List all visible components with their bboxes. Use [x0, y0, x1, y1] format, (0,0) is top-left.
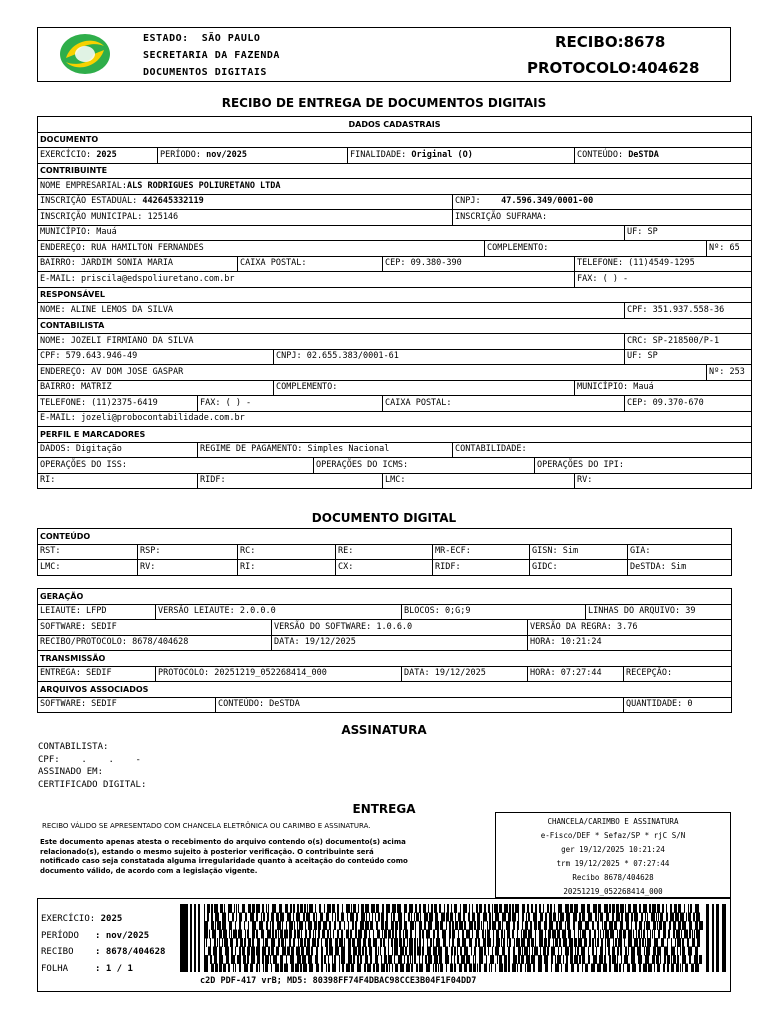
arquivo-conteudo: CONTEÚDO: DeSTDA: [216, 697, 624, 713]
section-transmissao: TRANSMISSÃO: [38, 651, 732, 667]
contabilista-complemento: COMPLEMENTO:: [274, 380, 575, 396]
complemento: COMPLEMENTO:: [485, 241, 707, 257]
operacoes-icms: OPERAÇÕES DO ICMS:: [314, 458, 535, 474]
protocolo-transmissao: PROTOCOLO: 20251219_052268414_000: [156, 666, 402, 682]
contabilista-cpf: CPF: 579.643.946-49: [38, 349, 274, 365]
protocolo-number: PROTOCOLO:404628: [527, 59, 700, 77]
barcode-caption: c2D PDF-417 vrB; MD5: 80398FF74F4DBAC98CCE3B04F1F04DD7: [200, 976, 477, 986]
operacoes-iss: OPERAÇÕES DO ISS:: [38, 458, 314, 474]
recibo-protocolo: RECIBO/PROTOCOLO: 8678/404628: [38, 635, 272, 651]
ridf-digital: RIDF:: [433, 560, 530, 576]
email: E-MAIL: priscila@edspoliuretano.com.br: [38, 272, 575, 288]
arquivo-software: SOFTWARE: SEDIF: [38, 697, 216, 713]
responsavel-nome: NOME: ALINE LEMOS DA SILVA: [38, 303, 625, 319]
contabilista-cep: CEP: 09.370-670: [625, 396, 752, 412]
recibo-number: RECIBO:8678: [555, 33, 666, 51]
documentos-text: DOCUMENTOS DIGITAIS: [143, 67, 267, 78]
finalidade-cell: FINALIDADE: Original (O): [348, 148, 575, 164]
ri: RI:: [38, 473, 198, 489]
pdf417-barcode: [180, 904, 726, 972]
contabilista-cnpj: CNPJ: 02.655.383/0001-61: [274, 349, 625, 365]
entrega: ENTREGA: SEDIF: [38, 666, 156, 682]
bairro: BAIRRO: JARDIM SONIA MARIA: [38, 256, 238, 272]
contabilista-telefone: TELEFONE: (11)2375-6419: [38, 396, 198, 412]
perfil-dados: DADOS: Digitação: [38, 442, 198, 458]
section-documento: DOCUMENTO: [38, 132, 752, 148]
assinatura-certificado: CERTIFICADO DIGITAL:: [38, 779, 147, 790]
conteudo-cell: CONTEÚDO: DeSTDA: [575, 148, 752, 164]
uf: UF: SP: [625, 225, 752, 241]
contabilista-municipio: MUNICÍPIO: Mauá: [575, 380, 752, 396]
section-arquivos: ARQUIVOS ASSOCIADOS: [38, 682, 732, 698]
destda: DeSTDA: Sim: [628, 560, 732, 576]
section-geracao: GERAÇÃO: [38, 589, 732, 605]
contabilista-endereco: ENDEREÇO: AV DOM JOSE GASPAR: [38, 365, 707, 381]
contabilista-nome: NOME: JOZELI FIRMIANO DA SILVA: [38, 334, 625, 350]
assinatura-cpf: CPF: . . -: [38, 754, 141, 765]
versao-software: VERSÃO DO SOFTWARE: 1.0.6.0: [272, 620, 528, 636]
inscricao-estadual: INSCRIÇÃO ESTADUAL: 442645332119: [38, 194, 453, 210]
dados-cadastrais-table: [37, 116, 752, 489]
cep: CEP: 09.380-390: [383, 256, 575, 272]
gia: GIA:: [628, 544, 732, 560]
versao-regra: VERSÃO DA REGRA: 3.76: [528, 620, 732, 636]
ridf: RIDF:: [198, 473, 383, 489]
rst: RST:: [38, 544, 138, 560]
numero: Nº: 65: [707, 241, 752, 257]
lmc-digital: LMC:: [38, 560, 138, 576]
telefone: TELEFONE: (11)4549-1295: [575, 256, 752, 272]
page-title: RECIBO DE ENTREGA DE DOCUMENTOS DIGITAIS: [221, 96, 547, 110]
assinatura-block: [38, 741, 146, 791]
section-conteudo: CONTEÚDO: [38, 529, 732, 545]
municipio: MUNICÍPIO: Mauá: [38, 225, 625, 241]
assinatura-title: ASSINATURA: [341, 723, 427, 737]
exercicio-cell: EXERCÍCIO: 2025: [38, 148, 158, 164]
header-info: [143, 30, 280, 81]
rv-digital: RV:: [138, 560, 238, 576]
contabilista-email: E-MAIL: jozeli@probocontabilidade.com.br: [38, 411, 752, 427]
lmc: LMC:: [383, 473, 575, 489]
chancela-text: CHANCELA/CARIMBO E ASSINATURA e-Fisco/DEF * Sefaz/SP * rjC S/N ger 19/12/2025 10:21:24 trm 19/12/2025 * 07:27:44 Recibo 8678/404628 20251219_052268414_000: [540, 817, 686, 896]
versao-leiaute: VERSÃO LEIAUTE: 2.0.0.0: [156, 604, 402, 620]
leiaute: LEIAUTE: LFPD: [38, 604, 156, 620]
recepcao: RECEPÇÃO:: [624, 666, 732, 682]
data-geracao: DATA: 19/12/2025: [272, 635, 528, 651]
section-contabilista: CONTABILISTA: [38, 318, 752, 334]
gisn: GISN: Sim: [530, 544, 628, 560]
cx: CX:: [336, 560, 433, 576]
ri-digital: RI:: [238, 560, 336, 576]
secretaria-text: SECRETARIA DA FAZENDA: [143, 50, 280, 61]
periodo-cell: PERÍODO: nov/2025: [158, 148, 348, 164]
section-responsavel: RESPONSÁVEL: [38, 287, 752, 303]
section-contribuinte: CONTRIBUINTE: [38, 163, 752, 179]
sefaz-logo: [58, 32, 112, 76]
blocos: BLOCOS: 0;G;9: [402, 604, 586, 620]
footer-info: EXERCÍCIO: 2025 PERÍODO : nov/2025 RECIBO : 8678/404628 FOLHA : 1 / 1: [41, 914, 166, 974]
contabilista-crc: CRC: SP-218500/P-1: [625, 334, 752, 350]
assinatura-assinado-em: ASSINADO EM:: [38, 767, 104, 777]
documento-digital-title: DOCUMENTO DIGITAL: [311, 511, 457, 525]
cnpj: CNPJ: 47.596.349/0001-00: [453, 194, 752, 210]
fax: FAX: ( ) -: [575, 272, 752, 288]
dados-cadastrais-heading: DADOS CADASTRAIS: [38, 117, 752, 133]
re: RE:: [336, 544, 433, 560]
rc: RC:: [238, 544, 336, 560]
regime-pagamento: REGIME DE PAGAMENTO: Simples Nacional: [198, 442, 453, 458]
responsavel-cpf: CPF: 351.937.558-36: [625, 303, 752, 319]
hora-transmissao: HORA: 07:27:44: [528, 666, 624, 682]
hora-geracao: HORA: 10:21:24: [528, 635, 732, 651]
entrega-title: ENTREGA: [352, 802, 416, 816]
contabilista-caixa-postal: CAIXA POSTAL:: [383, 396, 625, 412]
rv: RV:: [575, 473, 752, 489]
contabilista-uf: UF: SP: [625, 349, 752, 365]
linhas-arquivo: LINHAS DO ARQUIVO: 39: [586, 604, 732, 620]
data-transmissao: DATA: 19/12/2025: [402, 666, 528, 682]
rsp: RSP:: [138, 544, 238, 560]
mr-ecf: MR-ECF:: [433, 544, 530, 560]
operacoes-ipi: OPERAÇÕES DO IPI:: [535, 458, 752, 474]
estado-value: SÃO PAULO: [201, 33, 261, 44]
documento-digital-table: [37, 528, 732, 576]
inscricao-municipal: INSCRIÇÃO MUNICIPAL: 125146: [38, 210, 453, 226]
arquivo-quantidade: QUANTIDADE: 0: [624, 697, 732, 713]
estado-label: ESTADO:: [143, 33, 189, 44]
software: SOFTWARE: SEDIF: [38, 620, 272, 636]
endereco: ENDEREÇO: RUA HAMILTON FERNANDES: [38, 241, 485, 257]
nome-empresarial: NOME EMPRESARIAL:ALS RODRIGUES POLIURETANO LTDA: [38, 179, 752, 195]
inscricao-suframa: INSCRIÇÃO SUFRAMA:: [453, 210, 752, 226]
geracao-table: [37, 588, 732, 713]
contabilidade: CONTABILIDADE:: [453, 442, 752, 458]
contabilista-numero: Nº: 253: [707, 365, 752, 381]
assinatura-contabilista: CONTABILISTA:: [38, 742, 109, 752]
recibo-valido-text: RECIBO VÁLIDO SE APRESENTADO COM CHANCELA ELETRÔNICA OU CARIMBO E ASSINATURA.: [42, 822, 371, 830]
contabilista-fax: FAX: ( ) -: [198, 396, 383, 412]
section-perfil: PERFIL E MARCADORES: [38, 427, 752, 443]
contabilista-bairro: BAIRRO: MATRIZ: [38, 380, 274, 396]
entrega-paragraph: Este documento apenas atesta o recebimento do arquivo contendo o(s) documento(s) acima relacionado(s), estando o mesmo sujeito à posterior verificação. O contribuinte será notificado caso seja constatada alguma irregularidade quanto à aceitação do conteúdo como documento válido, de acordo com a legislação vigente.: [40, 838, 408, 875]
gidc: GIDC:: [530, 560, 628, 576]
caixa-postal: CAIXA POSTAL:: [238, 256, 383, 272]
